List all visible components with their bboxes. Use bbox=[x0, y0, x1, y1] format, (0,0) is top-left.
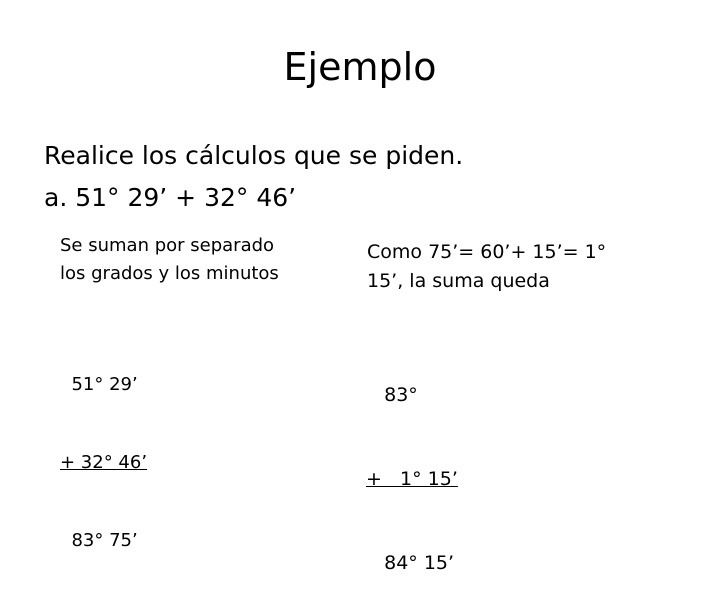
calc-line-addend-2: + 1° 15’ bbox=[366, 468, 458, 490]
calc-line-addend-1: 83° bbox=[366, 384, 418, 406]
instruction-text: Realice los cálculos que se piden. bbox=[44, 141, 464, 170]
calc-line-result: 83° 75’ bbox=[60, 530, 138, 551]
right-explanation bbox=[367, 238, 606, 296]
left-explanation bbox=[60, 232, 279, 288]
calc-line-result: 84° 15’ bbox=[366, 552, 455, 574]
slide-intro bbox=[44, 135, 463, 219]
left-explanation-line: Se suman por separado bbox=[60, 235, 275, 256]
slide-title: Ejemplo bbox=[283, 45, 437, 89]
right-explanation-line: Como 75’= 60’+ 15’= 1° bbox=[367, 241, 607, 263]
calc-line-addend-2: + 32° 46’ bbox=[60, 452, 148, 473]
right-explanation-line: 15’, la suma queda bbox=[367, 270, 550, 292]
left-explanation-line: los grados y los minutos bbox=[60, 263, 279, 284]
left-calculation bbox=[60, 320, 147, 580]
calc-line-addend-1: 51° 29’ bbox=[60, 374, 138, 395]
exercise-statement: a. 51° 29’ + 32° 46’ bbox=[44, 183, 297, 212]
right-calculation bbox=[366, 325, 458, 605]
